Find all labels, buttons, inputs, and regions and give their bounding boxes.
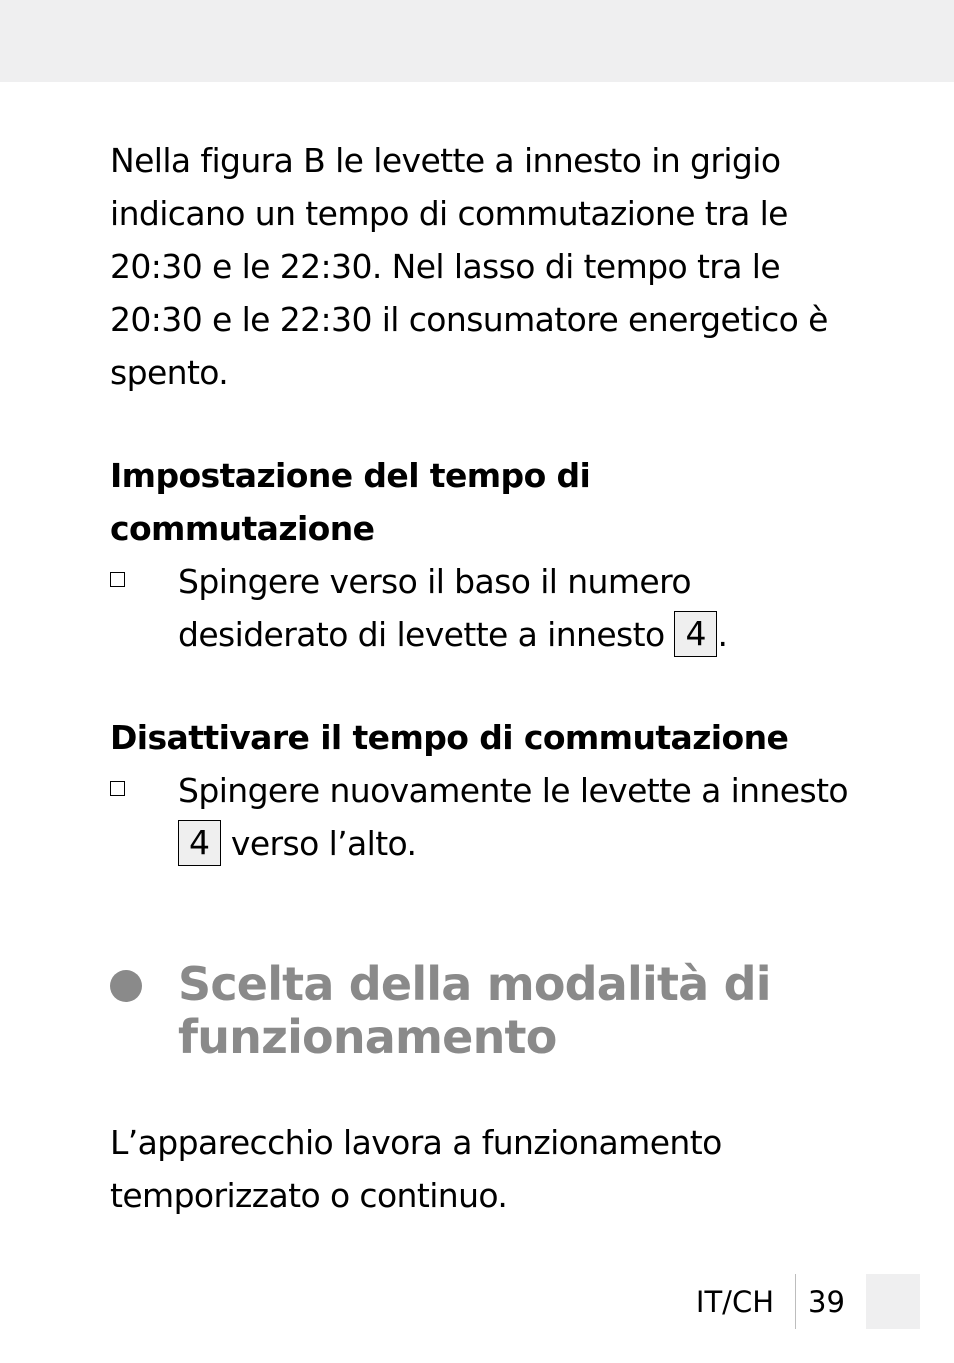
mode-paragraph: L’apparecchio lavora a funzionamento temporizzato o continuo. — [110, 1123, 722, 1215]
page-number: 39 — [808, 1285, 845, 1319]
mode-heading: Scelta della modalità di funzionamento — [178, 957, 771, 1064]
section-bullet-icon — [110, 970, 142, 1002]
set-time-step — [110, 555, 850, 661]
language-code: IT/CH — [695, 1285, 774, 1319]
set-time-step-end: . — [717, 615, 728, 654]
disable-time-heading: Disattivare il tempo di commutazione — [110, 718, 789, 757]
page-footer — [0, 1274, 954, 1329]
disable-time-step-text-before: Spingere nuovamente le levette a innesto — [178, 771, 848, 810]
part-reference-box: 4 — [674, 611, 717, 657]
footer-tab — [866, 1274, 920, 1329]
disable-time-step-text-after: verso l’alto. — [230, 824, 417, 863]
set-time-heading: Impostazione del tempo di commutazione — [110, 456, 591, 548]
intro-paragraph: Nella figura B le levette a innesto in grigio indicano un tempo di commutazione tra le 20:30 e le 22:30. Nel lasso di tempo tra le 20:30 e le 22:30 il consumatore energetico è spento. — [110, 141, 828, 392]
part-reference-box: 4 — [178, 820, 221, 866]
top-band — [0, 0, 954, 82]
set-time-step-text: Spingere verso il baso il numero desiderato di levette a innesto — [178, 562, 691, 654]
page-content — [110, 134, 850, 1222]
disable-time-step — [110, 764, 850, 870]
mode-section-heading — [110, 958, 850, 1064]
footer-divider — [795, 1274, 796, 1329]
checkbox-bullet-icon — [110, 572, 125, 587]
checkbox-bullet-icon — [110, 781, 125, 796]
